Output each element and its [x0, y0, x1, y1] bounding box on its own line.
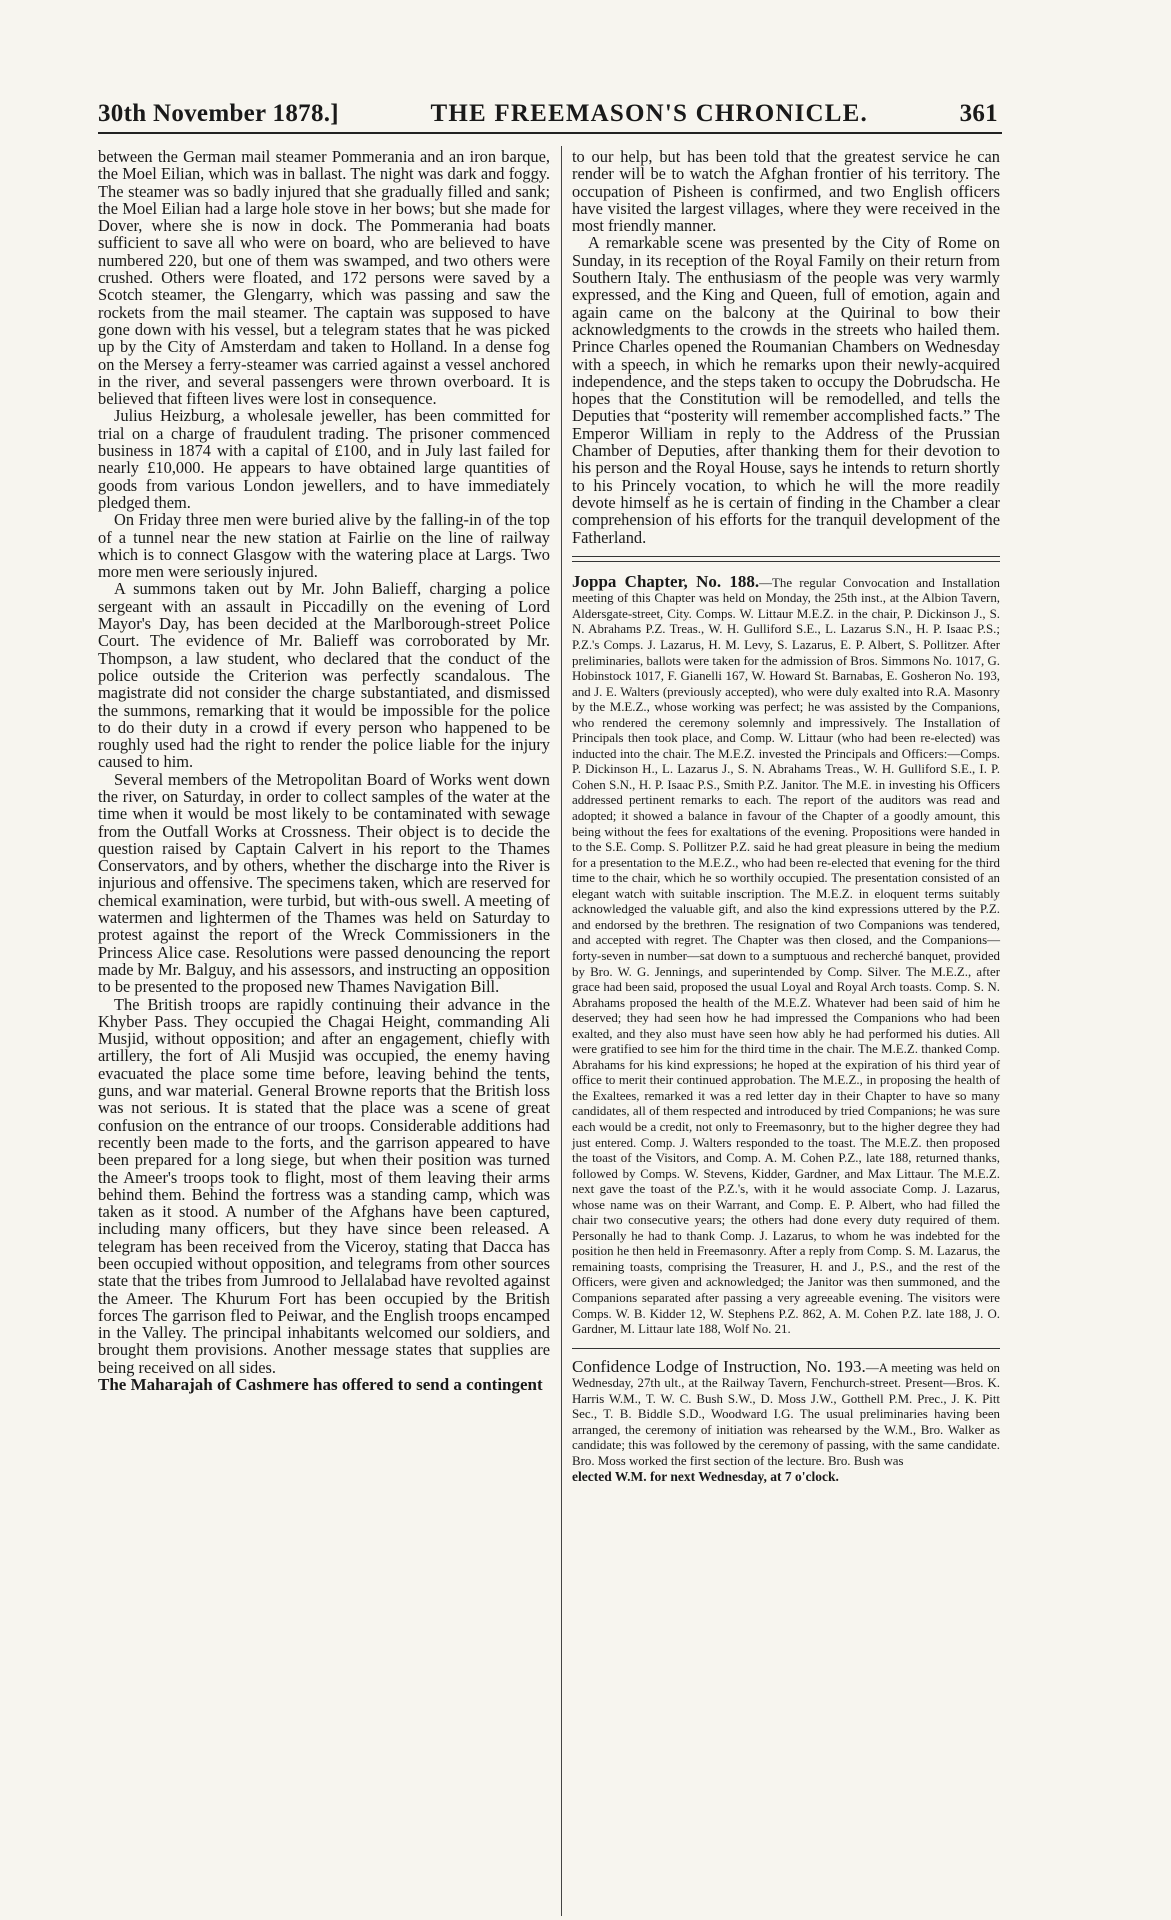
report-body: —A meeting was held on Wednesday, 27th ult., at the Railway Tavern, Fenchurch-street. Present—Bros. K. Harris W.M., T. W. C. Bush S.W., D. Moss J.W., Gotthell P.M. Prec., J. K. Pitt Sec., T. B. Biddle S.D., Woodward I.G. The usual preliminaries having been arranged, the ceremony of initiation was rehearsed by the W.M., Bro. Walker as candidate; this was followed by the ceremony of passing, with the same candidate. Bro. Moss worked the first section of the lecture. Bro. Bush was	[572, 1360, 1000, 1468]
article-paragraph: Julius Heizburg, a wholesale jeweller, has been committed for trial on a charge of fraudulent trading. The prisoner commenced business in 1874 with a capital of £100, and in July last failed for nearly £10,000. He appears to have obtained large quantities of goods from various London jewellers, and to have immediately pledged them.	[98, 406, 550, 512]
article-paragraph: Several members of the Metropolitan Board of Works went down the river, on Saturday, in order to collect samples of the water at the time when it would be most likely to be contaminated with sewage from the Outfall Works at Crossness. Their object is to decide the question raised by Captain Calvert in his report to the Thames Conservators, and by others, whether the discharge into the River is injurious and offensive. The specimens taken, which are reserved for chemical examination, were turbid, but with-ous swell. A meeting of watermen and lightermen of the Thames was held on Saturday to protest against the report of the Wreck Commissioners in the Princess Alice case. Resolutions were passed denouncing the report made by Mr. Balguy, and his assessors, and instructing an opposition to be presented to the proposed new Thames Navigation Bill.	[98, 769, 550, 997]
article-paragraph: A summons taken out by Mr. John Balieff, charging a police sergeant with an assault in Piccadilly on the evening of Lord Mayor's Day, has been decided at the Marlborough-street Police Court. The evidence of Mr. Balieff was corroborated by Mr. Thompson, a law student, who declared that the conduct of the police outside the Criterion was perfectly scandalous. The magistrate did not consider the charge substantiated, and dismissed the summons, remarking that it would be impossible for the police to do their duty in a crowd if every person who happened to be roughly used had the right to render the police liable for the injury caused to him.	[98, 579, 550, 772]
confidence-lodge-report	[572, 1356, 1000, 1485]
article-last-line: The Maharajah of Cashmere has offered to send a contingent	[98, 1375, 543, 1395]
article-paragraph: between the German mail steamer Pommerania and an iron barque, the Moel Eilian, which was in ballast. The night was dark and foggy. The steamer was so badly injured that she gradually filled and sank; the Moel Eilian had a large hole stove in her bows; but she made for Dover, where she is now in dock. The Pommerania had boats sufficient to save all who were on board, who are believed to have numbered 220, but one of them was swamped, and two others were crushed. Others were floated, and 172 persons were saved by a Scotch steamer, the Glengarry, which was passing and saw the rockets from the mail steamer. The captain was supposed to have gone down with his vessel, but a telegram states that he was picked up by the City of Amsterdam and taken to Holland. In a dense fog on the Mersey a ferry-steamer was carried against a vessel anchored in the river, and several passengers were thrown overboard. It is believed that fifteen lives were lost in consequence.	[98, 147, 550, 409]
article-paragraph: On Friday three men were buried alive by the falling-in of the top of a tunnel near the new station at Fairlie on the line of railway which is to connect Glasgow with the watering place at Largs. Two more men were seriously injured.	[98, 510, 550, 582]
section-rule	[572, 556, 1000, 562]
report-title: Confidence Lodge of Instruction, No. 193.	[572, 1356, 866, 1376]
article-paragraph: The British troops are rapidly continuing their advance in the Khyber Pass. They occupied the Chagai Height, commanding Ali Musjid, without opposition; and after an engagement, chiefly with artillery, the fort of Ali Musjid was occupied, the enemy having evacuated the place some time before, leaving behind the tents, guns, and war material. General Browne reports that the British loss was not serious. It is stated that the place was a scene of great confusion on the entrance of our troops. Considerable additions had recently been made to the forts, and the garrison appeared to have been prepared for a long siege, but when their position was turned the Ameer's troops took to flight, most of them leaving their arms behind them. Behind the fortress was a standing camp, which was taken as it stood. A number of the Afghans have been captured, including many officers, but they have since been released. A telegram has been received from the Viceroy, stating that Dacca has been occupied without opposition, and telegrams from other sources state that the tribes from Jumrood to Jellalabad have revolted against the Ameer. The Khurum Fort has been occupied by the British forces The garrison fled to Peiwar, and the English troops encamped in the Valley. The principal inhabitants welcomed our soldiers, and brought them provisions. Another message states that supplies are being received on all sides.	[98, 994, 550, 1377]
article-paragraph: to our help, but has been told that the greatest service he can render will be to watch the Afghan frontier of his territory. The occupation of Pisheen is confirmed, and two English officers have visited the largest villages, where they were received in the most friendly manner.	[572, 147, 1000, 236]
page-number: 361	[959, 100, 998, 127]
report-title: Joppa Chapter, No. 188.	[572, 571, 760, 591]
page-header	[98, 94, 998, 128]
section-rule	[572, 1348, 1000, 1349]
header-rule	[98, 132, 1002, 134]
header-title: THE FREEMASON'S CHRONICLE.	[430, 100, 869, 127]
left-column	[98, 148, 550, 1393]
article-paragraph: A remarkable scene was presented by the City of Rome on Sunday, in its reception of the Royal Family on their return from Southern Italy. The enthusiasm of the people was very warmly expressed, and the King and Queen, full of emotion, again and again came on the balcony at the Quirinal to bow their acknowledgments to the crowds in the streets who hailed them. Prince Charles opened the Roumanian Chambers on Wednesday with a speech, in which he remarks upon their newly-acquired independence, and the steps taken to occupy the Dobrudscha. He hopes that the Constitution will be remodelled, and tells the Deputies that “posterity will remember accomplished facts.” The Emperor William in reply to the Address of the Prussian Chamber of Deputies, after thanking them for their devotion to his person and the Royal House, says he intends to return shortly to his Princely vocation, to which he will the more readily devote himself as he is certain of finding in the Chamber a clear comprehension of his efforts for the tranquil development of the Fatherland.	[572, 233, 1000, 547]
report-last-line: elected W.M. for next Wednesday, at 7 o'clock.	[572, 1469, 839, 1485]
header-date: 30th November 1878.]	[98, 100, 339, 127]
column-divider	[561, 146, 562, 1916]
report-body: —The regular Convocation and Installation meeting of this Chapter was held on Monday, the 25th inst., at the Albion Tavern, Aldersgate-street, City. Comps. W. Littaur M.E.Z. in the chair, P. Dickinson J., S. N. Abrahams P.Z. Treas., W. H. Gulliford S.E., L. Lazarus S.N., H. P. Isaac P.S.; P.Z.'s Comps. J. Lazarus, H. M. Levy, S. Lazarus, E. P. Albert, S. Pollitzer. After preliminaries, ballots were taken for the admission of Bros. Simmons No. 1017, G. Hobinstock 1017, F. Gianelli 167, W. Howard St. Barnabas, E. Gosheron No. 193, and J. E. Walters (previously accepted), who were duly exalted into R.A. Masonry by the M.E.Z., whose working was perfect; he was assisted by the Companions, who rendered the ceremony solemnly and impressively. The Installation of Principals then took place, and Comp. W. Littaur (who had been re-elected) was inducted into the chair. The M.E.Z. invested the Principals and Officers:—Comps. P. Dickinson H., L. Lazarus J., S. N. Abrahams Treas., W. H. Gulliford S.E., I. P. Cohen S.N., H. P. Isaac P.S., Smith P.Z. Janitor. The M.E. in investing his Officers addressed pertinent remarks to each. The report of the auditors was read and adopted; it showed a balance in favour of the Chapter of a goodly amount, this being without the fees for exaltations of the evening. Propositions were handed in to the S.E. Comp. S. Pollitzer P.Z. said he had great pleasure in being the medium for a presentation to the M.E.Z., who had been re-elected that evening for the third time to the chair, which he so worthily occupied. The presentation consisted of an elegant watch with suitable inscription. The M.E.Z. in eloquent terms suitably acknowledged the valuable gift, and also the kind expressions uttered by the P.Z. and endorsed by the brethren. The resignation of two Companions was tendered, and accepted with regret. The Chapter was then closed, and the Companions—forty-seven in number—sat down to a sumptuous and recherché banquet, provided by Bro. W. G. Jennings, and superintended by Comp. Silver. The M.E.Z., after grace had been said, proposed the usual Loyal and Royal Arch toasts. Comp. S. N. Abrahams proposed the health of the M.E.Z. Whatever had been said of him he deserved; they had seen how he had impressed the Companions who had been exalted, and they also must have seen how ably he had performed his duties. All were gratified to see him for the third time in the chair. The M.E.Z. thanked Comp. Abrahams for his kind expressions; he hoped at the expiration of his third year of office to merit their continued approbation. The M.E.Z., in proposing the health of the Exaltees, remarked it was a red letter day in their Chapter to have so many candidates, all of them respected and introduced by tried Companions; he was sure each would be a credit, not only to Freemasonry, but to the higher degree they had just entered. Comp. J. Walters responded to the toast. The M.E.Z. then proposed the toast of the Visitors, and Comp. A. M. Cohen P.Z., late 188, returned thanks, followed by Comps. W. Stevens, Kidder, Gardner, and Max Littaur. The M.E.Z. next gave the toast of the P.Z.'s, with it he would associate Comp. J. Lazarus, whose name was on their Warrant, and Comp. E. P. Albert, who had filled the chair two consecutive years; the others had done every duty required of them. Personally he had to thank Comp. J. Lazarus, to whom he was indebted for the position he then held in Freemasonry. After a reply from Comp. S. M. Lazarus, the remaining toasts, comprising the Treasurer, H. and J., P.S., and the rest of the Officers, were given and acknowledged; the Janitor was then summoned, and the Companions separated after passing a very agreeable evening. The visitors were Comps. W. B. Kidder 12, W. Stephens P.Z. 862, A. M. Cohen P.Z. late 188, J. O. Gardner, M. Littaur late 188, Wolf No. 21.	[572, 575, 1000, 1337]
joppa-chapter-report	[572, 571, 1000, 1338]
right-column	[572, 148, 1000, 1485]
